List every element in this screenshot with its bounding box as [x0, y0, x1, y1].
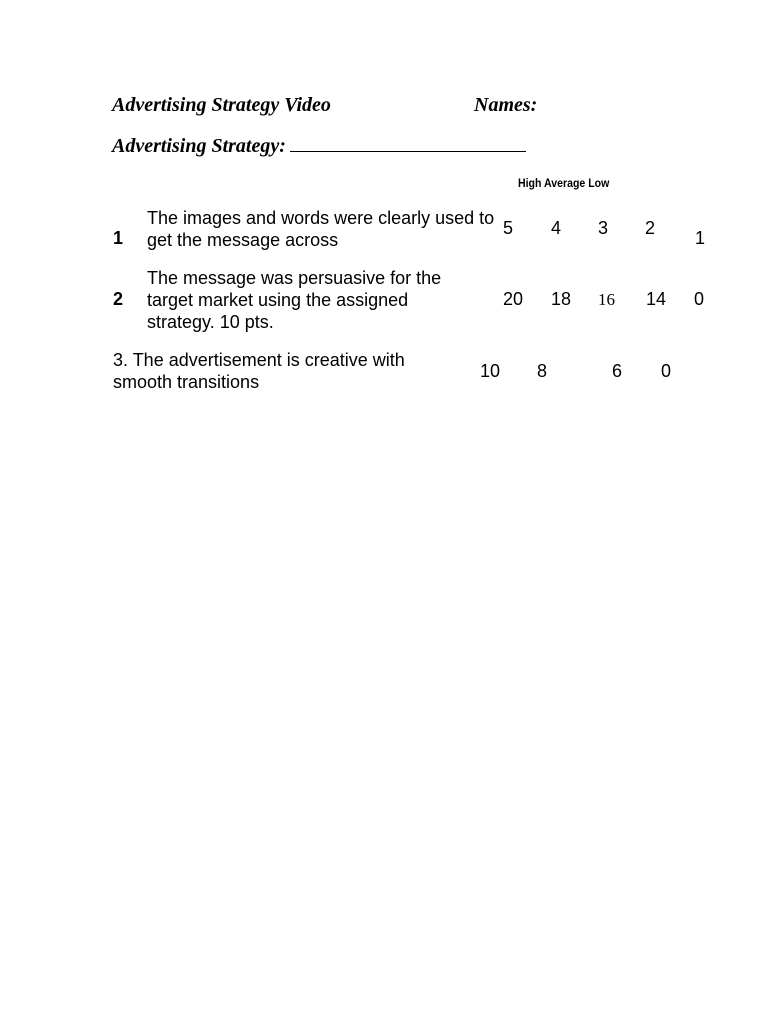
- criterion-2-number: 2: [113, 289, 124, 309]
- criterion-2-score: 0: [694, 289, 705, 309]
- rating-scale-header: High Average Low: [518, 176, 610, 190]
- criterion-2-text: The message was persuasive for the target market using the assigned strategy. 10 pts.: [147, 268, 442, 332]
- strategy-blank-line: [290, 135, 526, 152]
- criterion-3-score: 6: [612, 361, 623, 381]
- document-title: Advertising Strategy Video: [112, 94, 331, 116]
- criterion-1-score: 1: [695, 228, 706, 248]
- strategy-label: Advertising Strategy:: [112, 135, 286, 157]
- criterion-1-score: 4: [551, 218, 562, 238]
- strategy-line: [112, 135, 526, 158]
- criterion-3-text: 3. The advertisement is creative with smooth transitions: [113, 350, 405, 392]
- criterion-3-score: 0: [661, 361, 672, 381]
- criterion-3-score: 10: [480, 361, 501, 381]
- criterion-2-score: 16: [598, 290, 615, 309]
- criterion-1-score: 2: [645, 218, 656, 238]
- criterion-2-score: 18: [551, 289, 572, 309]
- criterion-1-number: 1: [113, 228, 124, 248]
- criterion-2-score: 20: [503, 289, 524, 309]
- criterion-3-score: 8: [537, 361, 548, 381]
- criterion-2-score: 14: [646, 289, 667, 309]
- criterion-1-score: 5: [503, 218, 514, 238]
- criterion-1-score: 3: [598, 218, 609, 238]
- criterion-1-text: The images and words were clearly used to get the message across: [147, 208, 495, 250]
- names-label: Names:: [474, 94, 538, 116]
